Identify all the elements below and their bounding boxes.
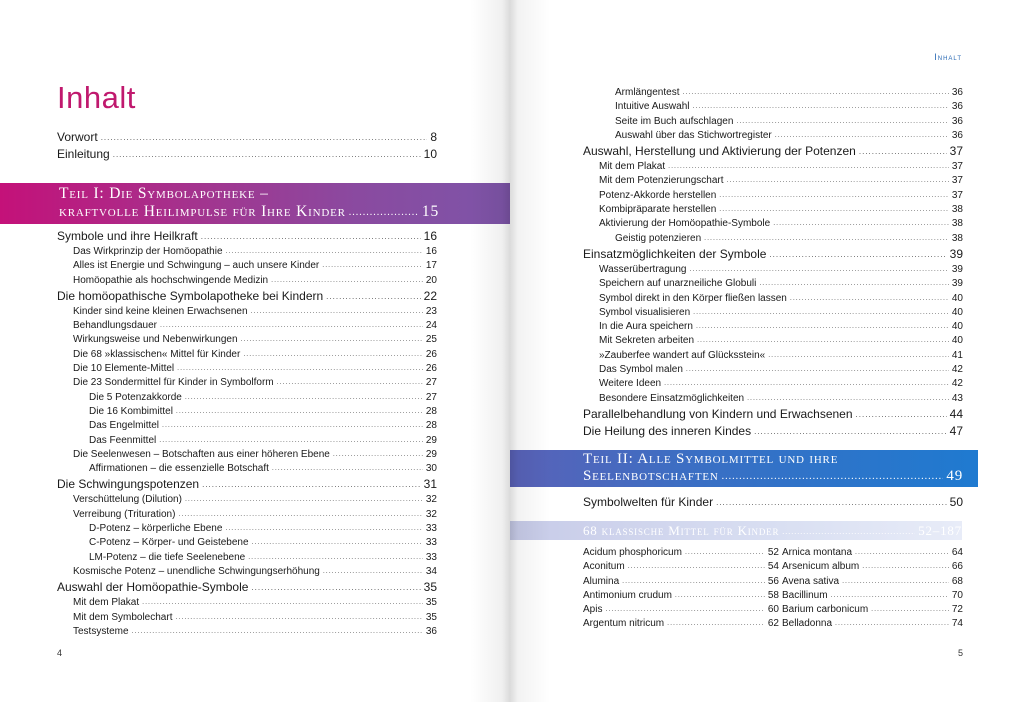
toc-entry-page: 20 <box>425 274 437 286</box>
toc-entry-page: 26 <box>425 348 437 360</box>
toc-entry[interactable] <box>57 245 437 259</box>
toc-entry-text: Alles ist Energie und Schwingung – auch unsere Kinder <box>73 260 320 272</box>
remedy-entry[interactable] <box>782 603 963 617</box>
toc-entry-text: Die 10 Elemente-Mittel <box>73 363 175 375</box>
toc-entry-page: 38 <box>951 218 963 230</box>
toc-entry-text: Auswahl, Herstellung und Aktivierung der Potenzen <box>583 144 856 159</box>
toc-entry-text: »Zauberfee wandert auf Glücksstein« <box>599 349 766 361</box>
toc-entry-page: 30 <box>425 463 437 475</box>
remedy-name: Antimonium crudum <box>583 589 672 601</box>
remedy-name: Bacillinum <box>782 589 828 601</box>
classic-remedies-pages: 52–187 <box>918 523 962 538</box>
remedy-name: Barium carbonicum <box>782 604 869 616</box>
toc-entry-text: Einsatzmöglichkeiten der Symbole <box>583 246 767 261</box>
toc-entry[interactable] <box>583 217 963 231</box>
leader-dots <box>272 461 423 476</box>
leader-dots <box>689 262 948 277</box>
remedy-name: Alumina <box>583 575 620 587</box>
toc-entry-text: Symbol visualisieren <box>599 306 691 318</box>
leader-dots <box>225 521 422 536</box>
toc-entry-text: Mit dem Symbolechart <box>73 611 173 623</box>
toc-entry-page: 50 <box>949 495 963 509</box>
toc-entry-text: Auswahl der Homöopathie-Symbole <box>57 580 249 595</box>
remedy-name: Aconitum <box>583 561 625 573</box>
toc-front-matter <box>57 129 437 163</box>
leader-dots <box>326 287 420 305</box>
part-two-page: 49 <box>946 468 963 484</box>
remedy-name: Avena sativa <box>782 575 840 587</box>
toc-entry-page: 22 <box>423 288 437 303</box>
remedy-name: Acidum phosphoricum <box>583 547 682 558</box>
leader-dots <box>251 304 423 319</box>
leader-dots <box>759 276 949 291</box>
toc-entry-text: Geistig potenzieren <box>615 232 702 244</box>
remedy-entry[interactable] <box>782 617 963 631</box>
remedy-page: 66 <box>951 561 963 573</box>
leader-dots <box>113 145 421 163</box>
toc-entry[interactable] <box>57 305 437 319</box>
toc-entry-page: 28 <box>425 420 437 432</box>
toc-entry-page: 39 <box>951 278 963 290</box>
leader-dots <box>252 535 423 550</box>
toc-entry[interactable] <box>57 611 437 625</box>
toc-right <box>583 86 963 440</box>
remedy-entry[interactable] <box>583 603 779 617</box>
leader-dots <box>271 273 423 288</box>
toc-entry-page: 17 <box>425 260 437 272</box>
toc-entry-page: 37 <box>951 175 963 187</box>
leader-dots <box>333 447 423 462</box>
leader-dots <box>716 493 947 511</box>
leader-dots <box>719 202 949 217</box>
toc-entry-text: Behandlungsdauer <box>73 320 157 332</box>
toc-entry-text: Besondere Einsatzmöglichkeiten <box>599 392 745 404</box>
leader-dots <box>719 188 949 203</box>
leader-dots <box>185 492 423 507</box>
toc-entry[interactable] <box>57 579 437 596</box>
toc-entry[interactable] <box>583 100 963 114</box>
toc-entry-page: 24 <box>425 320 437 332</box>
leader-dots <box>704 231 949 246</box>
toc-entry-page: 35 <box>423 580 437 595</box>
toc-entry[interactable] <box>583 232 963 246</box>
part-one-band <box>0 183 510 224</box>
leader-dots <box>842 574 949 589</box>
toc-entry-page: 40 <box>951 306 963 318</box>
toc-entry[interactable] <box>583 160 963 174</box>
classic-remedies-band <box>510 521 962 540</box>
toc-entry-text: Symbole und ihre Heilkraft <box>57 229 198 243</box>
toc-entry-text: Wirkungsweise und Nebenwirkungen <box>73 334 238 346</box>
leader-dots <box>675 588 765 603</box>
leader-dots <box>132 624 423 639</box>
toc-entry-text: Vorwort <box>57 130 98 144</box>
toc-entry-page: 33 <box>425 537 437 549</box>
toc-entry-page: 31 <box>423 477 437 492</box>
toc-entry[interactable] <box>583 129 963 143</box>
toc-entry[interactable] <box>583 277 963 291</box>
leader-dots <box>693 305 949 320</box>
toc-entry[interactable] <box>57 274 437 288</box>
remedies-column-left <box>583 546 779 632</box>
leader-dots <box>790 291 949 306</box>
toc-entry-text: Homöopathie als hochschwingende Medizin <box>73 274 269 286</box>
leader-dots <box>178 507 422 522</box>
page-title: Inhalt <box>57 80 136 115</box>
toc-entry[interactable] <box>583 392 963 406</box>
toc-entry-page: 39 <box>951 263 963 275</box>
toc-entry-text: Die homöopathische Symbolapotheke bei Kindern <box>57 288 324 303</box>
toc-entry-text: Auswahl über das Stichwortregister <box>615 129 772 141</box>
leader-dots <box>773 216 949 231</box>
toc-entry[interactable] <box>57 376 437 390</box>
leader-dots <box>685 545 765 560</box>
toc-entry-text: In die Aura speichern <box>599 321 693 333</box>
toc-entry-page: 29 <box>425 434 437 446</box>
leader-dots <box>736 114 948 129</box>
right-page <box>510 0 1020 702</box>
toc-entry-text: Seite im Buch aufschlagen <box>615 115 734 127</box>
leader-dots <box>871 602 949 617</box>
remedy-page: 58 <box>767 589 779 601</box>
part-two-title-row[interactable] <box>583 468 963 486</box>
toc-entry-text: Die Seelenwesen – Botschaften aus einer höheren Ebene <box>73 448 330 460</box>
leader-dots <box>722 467 944 485</box>
leader-dots <box>693 99 949 114</box>
toc-entry-text: Die 68 »klassischen« Mittel für Kinder <box>73 348 241 360</box>
toc-entry[interactable] <box>57 448 437 462</box>
toc-entry-text: Die 23 Sondermittel für Kinder in Symbolform <box>73 377 274 389</box>
leader-dots <box>668 159 949 174</box>
remedy-page: 62 <box>767 618 779 630</box>
leader-dots <box>185 390 423 405</box>
remedy-name: Arnica montana <box>782 547 853 558</box>
remedy-page: 74 <box>951 618 963 630</box>
toc-entry-text: Das Engelmittel <box>89 420 160 432</box>
toc-entry[interactable] <box>583 263 963 277</box>
toc-entry-page: 41 <box>951 349 963 361</box>
toc-entry-text: C-Potenz – Körper- und Geistebene <box>89 537 249 549</box>
leader-dots <box>201 227 421 245</box>
leader-dots <box>697 333 949 348</box>
toc-entry[interactable] <box>57 434 437 448</box>
toc-entry[interactable] <box>57 419 437 433</box>
leader-dots <box>622 574 765 589</box>
toc-entry[interactable] <box>57 405 437 419</box>
leader-dots <box>322 258 423 273</box>
toc-entry-page: 34 <box>425 565 437 577</box>
toc-entry[interactable] <box>583 143 963 160</box>
toc-entry-page: 28 <box>425 405 437 417</box>
toc-entry[interactable] <box>583 494 963 510</box>
toc-entry[interactable] <box>583 377 963 391</box>
remedy-page: 60 <box>767 604 779 616</box>
leader-dots <box>226 244 423 259</box>
toc-entry-page: 36 <box>951 87 963 98</box>
leader-dots <box>177 361 423 376</box>
toc-entry-page: 44 <box>949 406 963 421</box>
toc-entry-page: 10 <box>423 147 437 161</box>
toc-entry[interactable] <box>57 319 437 333</box>
leader-dots <box>859 142 947 160</box>
toc-entry-page: 36 <box>951 101 963 113</box>
toc-entry[interactable] <box>583 306 963 320</box>
toc-entry-text: Mit Sekreten arbeiten <box>599 335 695 347</box>
toc-entry[interactable] <box>583 423 963 440</box>
toc-entry[interactable] <box>57 508 437 522</box>
toc-entry-text: Einleitung <box>57 147 110 161</box>
toc-entry-text: Die 5 Potenzakkorde <box>89 391 182 403</box>
leader-dots <box>754 422 947 440</box>
toc-entry-text: Weitere Ideen <box>599 378 662 390</box>
toc-entry-text: Das Feenmittel <box>89 434 157 446</box>
leader-dots <box>862 559 949 574</box>
remedy-page: 54 <box>767 561 779 573</box>
toc-entry[interactable] <box>57 522 437 536</box>
remedy-page: 64 <box>951 547 963 558</box>
toc-entry-page: 33 <box>425 551 437 563</box>
toc-entry-page: 36 <box>951 115 963 127</box>
remedy-entry[interactable] <box>583 546 779 560</box>
toc-entry-page: 40 <box>951 292 963 304</box>
toc-entry[interactable] <box>583 363 963 377</box>
toc-entry[interactable] <box>583 292 963 306</box>
toc-entry-text: Potenz-Akkorde herstellen <box>599 189 717 201</box>
toc-entry[interactable] <box>57 551 437 565</box>
toc-entry[interactable] <box>57 596 437 610</box>
toc-entry-text: Verschüttelung (Dilution) <box>73 494 182 506</box>
leader-dots <box>768 348 949 363</box>
toc-entry-text: D-Potenz – körperliche Ebene <box>89 523 223 535</box>
leader-dots <box>323 564 423 579</box>
part-two-band <box>510 450 978 487</box>
page-number-left: 4 <box>57 648 63 658</box>
toc-entry[interactable] <box>57 146 437 163</box>
toc-entry-page: 43 <box>951 392 963 404</box>
remedy-entry[interactable] <box>583 589 779 603</box>
toc-entry-page: 40 <box>951 321 963 333</box>
leader-dots <box>686 362 949 377</box>
classic-remedies-title: 68 klassische Mittel für Kinder <box>583 523 780 538</box>
toc-entry[interactable] <box>57 348 437 362</box>
toc-symbolwelten <box>583 494 963 510</box>
toc-entry-page: 8 <box>430 130 437 144</box>
toc-entry[interactable] <box>57 536 437 550</box>
leader-dots <box>831 588 949 603</box>
leader-dots <box>248 550 423 565</box>
toc-entry-text: Aktivierung der Homöopathie-Symbole <box>599 218 771 230</box>
toc-entry-page: 37 <box>949 144 963 159</box>
remedy-page: 72 <box>951 604 963 616</box>
toc-entry-page: 33 <box>425 523 437 535</box>
part-one-title-line2: kraftvolle Heilimpulse für Ihre Kinder <box>59 203 346 220</box>
toc-entry-text: Das Symbol malen <box>599 364 683 376</box>
leader-dots <box>775 128 949 143</box>
toc-entry-text: Kinder sind keine kleinen Erwachsenen <box>73 305 248 317</box>
toc-entry-page: 29 <box>425 448 437 460</box>
toc-entry-page: 40 <box>951 335 963 347</box>
leader-dots <box>349 202 419 222</box>
toc-entry-text: Die Schwingungspotenzen <box>57 477 200 492</box>
leader-dots <box>667 616 765 631</box>
toc-entry-text: Parallelbehandlung von Kindern und Erwachsenen <box>583 406 853 421</box>
toc-entry-text: LM-Potenz – die tiefe Seelenebene <box>89 551 246 563</box>
toc-entry-page: 36 <box>425 625 437 637</box>
toc-entry-page: 32 <box>425 494 437 506</box>
leader-dots <box>835 616 949 631</box>
leader-dots <box>142 595 423 610</box>
leader-dots <box>664 376 949 391</box>
toc-entry-page: 37 <box>951 189 963 201</box>
leader-dots <box>727 173 949 188</box>
toc-entry[interactable] <box>57 565 437 579</box>
remedy-page: 70 <box>951 589 963 601</box>
toc-entry[interactable] <box>57 462 437 476</box>
toc-entry-page: 16 <box>423 229 437 243</box>
leader-dots <box>251 578 420 596</box>
toc-entry[interactable] <box>583 406 963 423</box>
toc-entry-text: Intuitive Auswahl <box>615 101 690 113</box>
toc-entry-page: 42 <box>951 378 963 390</box>
toc-entry-text: Affirmationen – die essenzielle Botschaft <box>89 463 269 475</box>
leader-dots <box>159 433 423 448</box>
leader-dots <box>101 128 428 146</box>
toc-entry-page: 23 <box>425 305 437 317</box>
remedy-entry[interactable] <box>583 617 779 631</box>
part-one-title-row[interactable] <box>59 203 439 223</box>
toc-entry-text: Armlängentest <box>615 87 680 98</box>
toc-entry-page: 38 <box>951 232 963 244</box>
toc-entry-page: 27 <box>425 391 437 403</box>
toc-entry[interactable] <box>57 362 437 376</box>
toc-entry-page: 36 <box>951 129 963 141</box>
toc-entry-page: 26 <box>425 363 437 375</box>
leader-dots <box>682 85 948 100</box>
leader-dots <box>176 404 423 419</box>
remedy-page: 68 <box>951 575 963 587</box>
part-two-title-line1: Teil II: Alle Symbolmittel und ihre <box>583 451 839 467</box>
toc-entry-page: 32 <box>425 508 437 520</box>
remedy-name: Apis <box>583 604 603 616</box>
leader-dots <box>696 319 949 334</box>
toc-entry[interactable] <box>57 129 437 146</box>
toc-entry[interactable] <box>583 115 963 129</box>
toc-entry[interactable] <box>583 203 963 217</box>
leader-dots <box>277 375 423 390</box>
leader-dots <box>855 545 949 560</box>
toc-entry-page: 39 <box>949 246 963 261</box>
leader-dots <box>175 610 422 625</box>
toc-entry-text: Kombipräparate herstellen <box>599 204 717 216</box>
remedy-name: Belladonna <box>782 618 833 630</box>
remedy-name: Argentum nitricum <box>583 618 665 630</box>
toc-entry[interactable] <box>57 493 437 507</box>
leader-dots <box>162 418 423 433</box>
toc-entry-text: Das Wirkprinzip der Homöopathie <box>73 246 223 257</box>
remedy-entry[interactable] <box>583 575 779 589</box>
toc-entry[interactable] <box>583 174 963 188</box>
part-one-title-line1: Teil I: Die Symbolapotheke – <box>59 185 269 202</box>
remedy-page: 56 <box>767 575 779 587</box>
remedy-entry[interactable] <box>583 560 779 574</box>
toc-entry-text: Kosmische Potenz – unendliche Schwingungserhöhung <box>73 565 320 577</box>
running-header: Inhalt <box>934 52 962 62</box>
remedy-entry[interactable] <box>782 589 963 603</box>
leader-dots <box>202 475 421 493</box>
toc-entry[interactable] <box>583 334 963 348</box>
toc-entry[interactable] <box>57 333 437 347</box>
page-number-right: 5 <box>957 648 963 658</box>
leader-dots <box>782 520 915 541</box>
toc-entry[interactable] <box>57 625 437 639</box>
toc-entry[interactable] <box>583 189 963 203</box>
toc-entry-text: Die 16 Kombimittel <box>89 405 173 417</box>
leader-dots <box>241 332 423 347</box>
toc-entry-text: Die Heilung des inneren Kindes <box>583 423 752 438</box>
remedy-name: Arsenicum album <box>782 561 860 573</box>
remedies-column-right <box>782 546 963 632</box>
toc-entry-text: Mit dem Plakat <box>73 597 140 609</box>
toc-entry[interactable] <box>583 320 963 334</box>
leader-dots <box>747 391 949 406</box>
toc-entry-text: Mit dem Plakat <box>599 161 666 173</box>
leader-dots <box>769 245 946 263</box>
remedy-entry[interactable] <box>782 560 963 574</box>
toc-entry-text: Mit dem Potenzierungschart <box>599 175 724 187</box>
leader-dots <box>856 405 947 423</box>
toc-entry-text: Verreibung (Trituration) <box>73 508 176 520</box>
leader-dots <box>160 318 423 333</box>
toc-entry-page: 35 <box>425 611 437 623</box>
classic-remedies-row[interactable] <box>583 521 962 540</box>
toc-entry[interactable] <box>57 391 437 405</box>
toc-entry-page: 25 <box>425 334 437 346</box>
toc-entry[interactable] <box>57 288 437 305</box>
leader-dots <box>628 559 765 574</box>
toc-entry-page: 38 <box>951 204 963 216</box>
leader-dots <box>605 602 764 617</box>
remedy-entry[interactable] <box>782 546 963 560</box>
part-two-title-line2: Seelenbotschaften <box>583 468 719 484</box>
toc-entry[interactable] <box>583 349 963 363</box>
toc-entry-text: Symbol direkt in den Körper fließen lassen <box>599 292 787 304</box>
toc-entry[interactable] <box>583 86 963 100</box>
leader-dots <box>243 347 423 362</box>
toc-entry-text: Speichern auf unarzneiliche Globuli <box>599 278 757 290</box>
toc-entry-text: Testsysteme <box>73 625 129 637</box>
remedy-entry[interactable] <box>782 575 963 589</box>
toc-entry-page: 37 <box>951 161 963 173</box>
toc-entry[interactable] <box>57 259 437 273</box>
remedy-page: 52 <box>767 547 779 558</box>
toc-left <box>57 228 437 639</box>
toc-entry-page: 35 <box>425 597 437 609</box>
toc-entry-text: Symbolwelten für Kinder <box>583 495 714 509</box>
toc-entry-text: Wasserübertragung <box>599 263 687 275</box>
part-one-page: 15 <box>421 203 439 220</box>
toc-entry[interactable] <box>57 228 437 245</box>
toc-entry[interactable] <box>583 246 963 263</box>
toc-entry-page: 27 <box>425 377 437 389</box>
toc-entry-page: 42 <box>951 364 963 376</box>
toc-entry[interactable] <box>57 476 437 493</box>
toc-entry-page: 47 <box>949 423 963 438</box>
toc-entry-page: 16 <box>425 246 437 257</box>
